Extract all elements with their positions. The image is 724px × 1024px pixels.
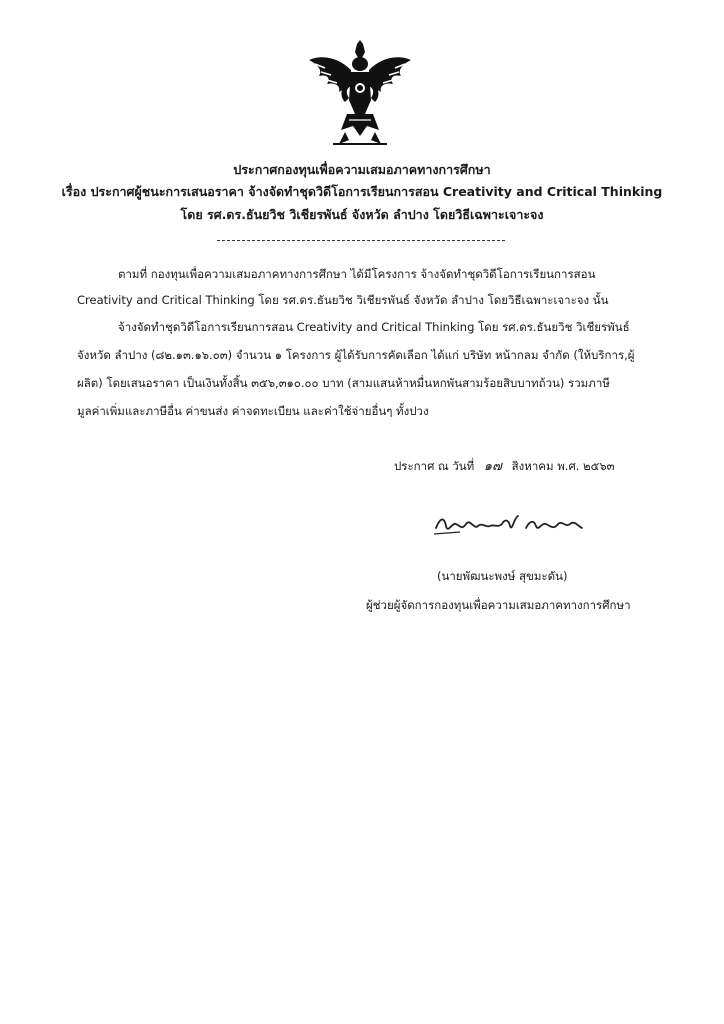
paragraph-1-line-1: ตามที่ กองทุนเพื่อความเสมอภาคทางการศึกษา ได้มีโครงการ จ้างจัดทำชุดวิดีโอการเรียนการสอน [118, 267, 596, 281]
signatory-position: ผู้ช่วยผู้จัดการกองทุนเพื่อความเสมอภาคทางการศึกษา [366, 598, 631, 612]
paragraph-2-line-4: มูลค่าเพิ่มและภาษีอื่น ค่าขนส่ง ค่าจดทะเบียน และค่าใช้จ่ายอื่นๆ ทั้งปวง [77, 404, 429, 418]
paragraph-1-line-2: Creativity and Critical Thinking โดย รศ.ดร.ธันยวิช วิเชียรพันธ์ จังหวัด ลำปาง โดยวิธีเฉพาะเจาะจง นั้น [77, 293, 609, 307]
divider-line [217, 240, 505, 241]
signature-image [430, 508, 590, 542]
paragraph-2-line-2: จังหวัด ลำปาง (๘๒.๑๓.๑๖.๐๓) จำนวน ๑ โครงการ ผู้ได้รับการคัดเลือก ได้แก่ บริษัท หน้ากลม จำกัด (ให้บริการ,ผู้ [77, 348, 635, 362]
signatory-name: (นายพัฒนะพงษ์ สุขมะดัน) [437, 569, 568, 583]
announce-day: ๑๗ [483, 459, 502, 474]
garuda-emblem-icon [305, 40, 415, 148]
document-title: ประกาศกองทุนเพื่อความเสมอภาคทางการศึกษา [233, 162, 491, 177]
announce-month-year: สิงหาคม พ.ศ. ๒๕๖๓ [511, 459, 615, 473]
document-subject: เรื่อง ประกาศผู้ชนะการเสนอราคา จ้างจัดทำชุดวิดีโอการเรียนการสอน Creativity and Critical Thinking [61, 184, 663, 199]
paragraph-2-line-3: ผลิต) โดยเสนอราคา เป็นเงินทั้งสิ้น ๓๕๖,๓๑๐.๐๐ บาท (สามแสนห้าหมื่นหกพันสามร้อยสิบบาทถ้วน) รวมภาษี [77, 376, 610, 390]
document-subject-line2: โดย รศ.ดร.ธันยวิช วิเชียรพันธ์ จังหวัด ลำปาง โดยวิธีเฉพาะเจาะจง [180, 207, 544, 222]
announce-prefix: ประกาศ ณ วันที่ [394, 459, 475, 473]
paragraph-2-line-1: จ้างจัดทำชุดวิดีโอการเรียนการสอน Creativity and Critical Thinking โดย รศ.ดร.ธันยวิช วิเชียรพันธ์ [118, 320, 630, 334]
announce-date [394, 455, 615, 476]
